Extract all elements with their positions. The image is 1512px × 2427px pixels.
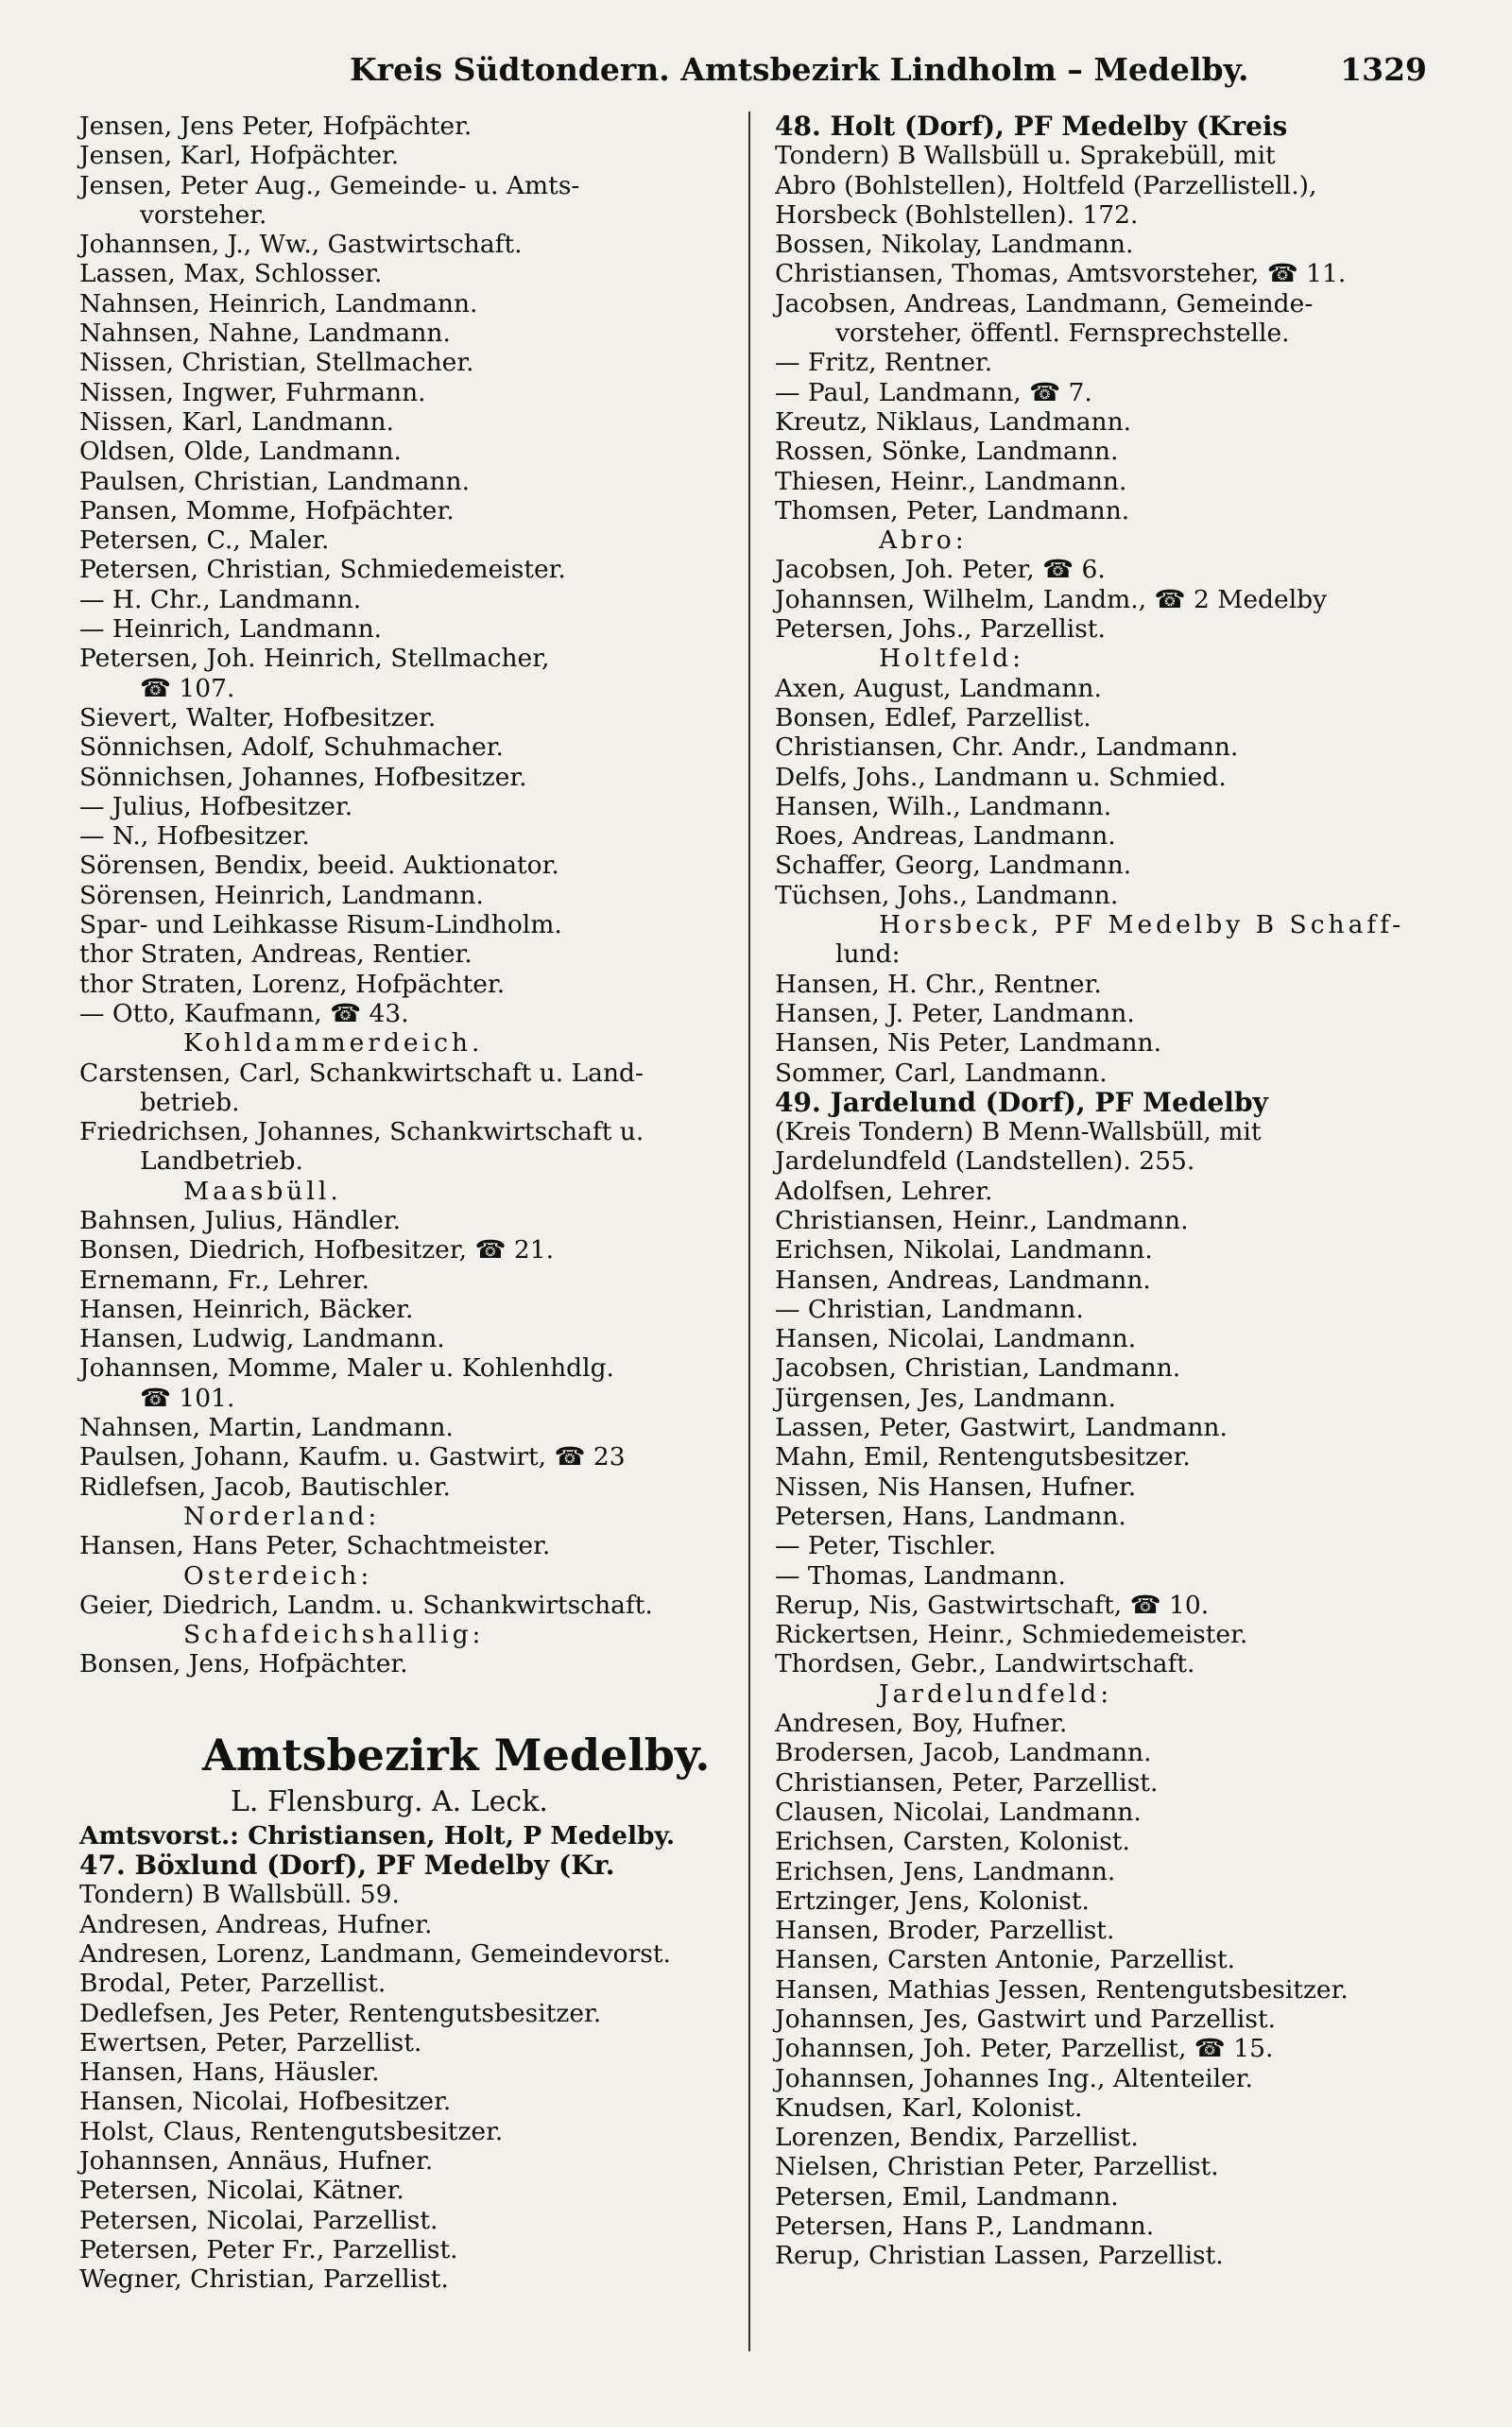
directory-entry: Sievert, Walter, Hofbesitzer. <box>79 702 437 732</box>
directory-entry: Hansen, H. Chr., Rentner. <box>775 969 1102 999</box>
directory-entry: Rerup, Nis, Gastwirtschaft, ☎ 10. <box>775 1590 1210 1620</box>
directory-entry: Horsbeck (Bohlstellen). 172. <box>775 199 1139 230</box>
directory-entry: Friedrichsen, Johannes, Schankwirtschaft u. <box>79 1117 644 1147</box>
amtsvorsteher-line: Amtsvorst.: Christiansen, Holt, P Medelby. <box>79 1820 676 1850</box>
place-heading: 48. Holt (Dorf), PF Medelby (Kreis <box>775 111 1288 142</box>
directory-entry: vorsteher, öffentl. Fernsprechstelle. <box>835 318 1290 349</box>
locality-heading: Schafdeichshallig: <box>183 1620 485 1650</box>
directory-entry: Jensen, Peter Aug., Gemeinde- u. Amts- <box>79 170 580 200</box>
directory-entry: Johannsen, Jes, Gastwirt und Parzellist. <box>775 2005 1277 2034</box>
directory-entry: Petersen, Nicolai, Parzellist. <box>79 2205 438 2235</box>
directory-entry: thor Straten, Lorenz, Hofpächter. <box>79 969 506 999</box>
place-heading: 49. Jardelund (Dorf), PF Medelby <box>775 1086 1268 1118</box>
directory-entry: Lorenzen, Bendix, Parzellist. <box>775 2123 1139 2153</box>
directory-entry: Spar- und Leihkasse Risum-Lindholm. <box>79 910 562 940</box>
directory-entry: Dedlefsen, Jes Peter, Rentengutsbesitzer. <box>79 1998 602 2028</box>
directory-entry: Paulsen, Christian, Landmann. <box>79 466 471 496</box>
directory-entry: vorsteher. <box>140 199 267 230</box>
directory-entry: Delfs, Johs., Landmann u. Schmied. <box>775 762 1227 792</box>
directory-entry: Jensen, Jens Peter, Hofpächter. <box>79 112 472 141</box>
directory-entry: Schaffer, Georg, Landmann. <box>775 851 1132 881</box>
directory-entry: Ertzinger, Jens, Kolonist. <box>775 1885 1090 1916</box>
directory-entry: Brodersen, Jacob, Landmann. <box>775 1738 1152 1768</box>
directory-entry: Landbetrieb. <box>140 1146 303 1177</box>
directory-entry: — Paul, Landmann, ☎ 7. <box>775 377 1092 407</box>
directory-entry: Kreutz, Niklaus, Landmann. <box>775 406 1132 437</box>
directory-entry: — Fritz, Rentner. <box>775 348 993 378</box>
directory-entry: thor Straten, Andreas, Rentier. <box>79 939 472 970</box>
directory-entry: Brodal, Peter, Parzellist. <box>79 1969 387 1999</box>
directory-entry: Nissen, Christian, Stellmacher. <box>79 348 474 378</box>
locality-heading: Abro: <box>879 525 968 556</box>
directory-entry: — H. Chr., Landmann. <box>79 584 362 614</box>
directory-entry: Nielsen, Christian Peter, Parzellist. <box>775 2152 1219 2182</box>
directory-entry: — Heinrich, Landmann. <box>79 614 383 645</box>
directory-entry: Lassen, Max, Schlosser. <box>79 259 383 289</box>
directory-entry: Abro (Bohlstellen), Holtfeld (Parzellistell.), <box>775 170 1317 200</box>
directory-entry: Hansen, Hans Peter, Schachtmeister. <box>79 1531 551 1561</box>
directory-entry: Nissen, Ingwer, Fuhrmann. <box>79 377 426 407</box>
directory-entry: Petersen, Peter Fr., Parzellist. <box>79 2234 458 2264</box>
locality-heading: Kohldammerdeich. <box>183 1028 484 1059</box>
locality-heading: Holtfeld: <box>879 644 1025 674</box>
column-divider <box>748 112 750 2351</box>
directory-entry: Mahn, Emil, Rentengutsbesitzer. <box>775 1442 1191 1472</box>
right-entries <box>775 112 1436 2271</box>
directory-entry: Rerup, Christian Lassen, Parzellist. <box>775 2241 1224 2271</box>
directory-entry: Erichsen, Jens, Landmann. <box>775 1856 1116 1886</box>
directory-entry: Hansen, Hans, Häusler. <box>79 2057 380 2088</box>
directory-entry: Carstensen, Carl, Schankwirtschaft u. Land- <box>79 1058 644 1088</box>
directory-entry: Petersen, Emil, Landmann. <box>775 2181 1119 2212</box>
directory-entry: Hansen, Ludwig, Landmann. <box>79 1324 445 1354</box>
directory-entry: Nissen, Nis Hansen, Hufner. <box>775 1472 1137 1502</box>
directory-entry: Holst, Claus, Rentengutsbesitzer. <box>79 2116 504 2146</box>
directory-entry: Jensen, Karl, Hofpächter. <box>79 141 400 171</box>
section-subtitle: L. Flensburg. A. Leck. <box>231 1784 548 1818</box>
directory-entry: Wegner, Christian, Parzellist. <box>79 2264 449 2295</box>
directory-entry: Paulsen, Johann, Kaufm. u. Gastwirt, ☎ 23 <box>79 1442 626 1472</box>
directory-entry: Petersen, Christian, Schmiedemeister. <box>79 555 566 585</box>
directory-entry: ☎ 107. <box>140 673 235 703</box>
directory-entry: — Otto, Kaufmann, ☎ 43. <box>79 998 409 1028</box>
directory-entry: Thordsen, Gebr., Landwirtschaft. <box>775 1649 1195 1679</box>
directory-entry: Axen, August, Landmann. <box>775 673 1102 703</box>
directory-entry: Jacobsen, Christian, Landmann. <box>775 1353 1181 1384</box>
directory-entry: Sörensen, Heinrich, Landmann. <box>79 880 484 910</box>
directory-entry: Andresen, Boy, Hufner. <box>775 1709 1068 1739</box>
directory-entry: Christiansen, Chr. Andr., Landmann. <box>775 732 1239 763</box>
directory-entry: Andresen, Andreas, Hufner. <box>79 1909 433 1939</box>
section-title: Amtsbezirk Medelby. <box>202 1729 711 1781</box>
directory-entry: Petersen, Johs., Parzellist. <box>775 614 1106 645</box>
left-entries <box>79 112 741 1679</box>
directory-entry: Jardelundfeld (Landstellen). 255. <box>775 1146 1195 1177</box>
locality-heading: Maasbüll. <box>183 1176 342 1206</box>
directory-entry: Ernemann, Fr., Lehrer. <box>79 1265 369 1295</box>
directory-entry: — Julius, Hofbesitzer. <box>79 791 353 821</box>
directory-entry: Jacobsen, Joh. Peter, ☎ 6. <box>775 555 1106 585</box>
directory-entry: Lassen, Peter, Gastwirt, Landmann. <box>775 1413 1228 1443</box>
directory-entry: Christiansen, Heinr., Landmann. <box>775 1205 1189 1235</box>
directory-entry: Hansen, Carsten Antonie, Parzellist. <box>775 1945 1236 1975</box>
directory-entry: Petersen, C., Maler. <box>79 525 330 556</box>
directory-entry: Hansen, Heinrich, Bäcker. <box>79 1294 414 1324</box>
directory-entry: Erichsen, Carsten, Kolonist. <box>775 1827 1130 1857</box>
directory-entry: Hansen, Nis Peter, Landmann. <box>775 1028 1162 1059</box>
directory-entry: Hansen, Nicolai, Landmann. <box>775 1324 1137 1354</box>
directory-entry: Roes, Andreas, Landmann. <box>775 821 1116 852</box>
directory-entry: Christiansen, Peter, Parzellist. <box>775 1767 1159 1798</box>
directory-entry: Ridlefsen, Jacob, Bautischler. <box>79 1472 451 1502</box>
directory-entry: Sönnichsen, Johannes, Hofbesitzer. <box>79 762 527 792</box>
directory-entry: Tondern) B Wallsbüll u. Sprakebüll, mit <box>775 141 1276 171</box>
directory-entry: Hansen, Mathias Jessen, Rentengutsbesitzer. <box>775 1974 1349 2005</box>
directory-entry: Adolfsen, Lehrer. <box>775 1176 993 1206</box>
directory-entry: Bonsen, Jens, Hofpächter. <box>79 1649 408 1679</box>
directory-entry: betrieb. <box>140 1087 240 1117</box>
running-title: Kreis Südtondern. Amtsbezirk Lindholm – Medelby. <box>350 51 1249 88</box>
directory-entry: — Christian, Landmann. <box>775 1294 1084 1324</box>
directory-entry: Ewertsen, Peter, Parzellist. <box>79 2027 422 2057</box>
directory-entry: Jürgensen, Jes, Landmann. <box>775 1383 1116 1413</box>
directory-entry: Geier, Diedrich, Landm. u. Schankwirtschaft. <box>79 1590 653 1620</box>
directory-entry: Petersen, Joh. Heinrich, Stellmacher, <box>79 644 550 674</box>
directory-entry: Christiansen, Thomas, Amtsvorsteher, ☎ 11. <box>775 259 1347 289</box>
directory-entry: Johannsen, Wilhelm, Landm., ☎ 2 Medelby <box>775 584 1328 614</box>
left-entries-2 <box>79 1850 741 2294</box>
directory-entry: Petersen, Hans, Landmann. <box>775 1501 1126 1531</box>
directory-entry: Clausen, Nicolai, Landmann. <box>775 1797 1142 1827</box>
directory-entry: Johannsen, Johannes Ing., Altenteiler. <box>775 2063 1253 2093</box>
locality-heading: Jardelundfeld: <box>879 1678 1113 1709</box>
directory-entry: Petersen, Nicolai, Kätner. <box>79 2176 404 2206</box>
directory-entry: Knudsen, Karl, Kolonist. <box>775 2092 1083 2123</box>
directory-entry: Johannsen, J., Ww., Gastwirtschaft. <box>79 230 523 260</box>
directory-entry: Oldsen, Olde, Landmann. <box>79 437 402 467</box>
directory-entry: Hansen, Nicolai, Hofbesitzer. <box>79 2087 452 2117</box>
directory-entry: Bossen, Nikolay, Landmann. <box>775 230 1134 260</box>
directory-entry: Bonsen, Edlef, Parzellist. <box>775 702 1091 732</box>
directory-entry: Hansen, Broder, Parzellist. <box>775 1916 1115 1946</box>
directory-entry: Bahnsen, Julius, Händler. <box>79 1205 402 1235</box>
directory-entry: Thomsen, Peter, Landmann. <box>775 495 1130 525</box>
directory-entry: Nissen, Karl, Landmann. <box>79 406 394 437</box>
locality-heading: Horsbeck, PF Medelby B Schaff- <box>879 910 1405 940</box>
directory-entry: Hansen, J. Peter, Landmann. <box>775 998 1135 1028</box>
directory-entry: Nahnsen, Nahne, Landmann. <box>79 318 451 349</box>
left-column <box>79 112 741 2294</box>
page-number: 1329 <box>1340 51 1427 88</box>
directory-entry: — Peter, Tischler. <box>775 1531 997 1561</box>
locality-heading: Norderland: <box>183 1501 381 1531</box>
directory-entry: Sommer, Carl, Landmann. <box>775 1058 1108 1088</box>
directory-entry: — Thomas, Landmann. <box>775 1560 1066 1591</box>
directory-entry: Jacobsen, Andreas, Landmann, Gemeinde- <box>775 288 1314 318</box>
directory-entry: Tondern) B Wallsbüll. 59. <box>79 1880 400 1910</box>
directory-entry: Hansen, Andreas, Landmann. <box>775 1265 1151 1295</box>
directory-entry: Johannsen, Joh. Peter, Parzellist, ☎ 15. <box>775 2034 1274 2064</box>
directory-entry: lund: <box>835 939 901 970</box>
directory-entry: Sörensen, Bendix, beeid. Auktionator. <box>79 851 559 881</box>
directory-entry: Johannsen, Momme, Maler u. Kohlenhdlg. <box>79 1353 614 1384</box>
directory-entry: Johannsen, Annäus, Hufner. <box>79 2146 434 2176</box>
directory-entry: Bonsen, Diedrich, Hofbesitzer, ☎ 21. <box>79 1235 555 1265</box>
directory-entry: Thiesen, Heinr., Landmann. <box>775 466 1127 496</box>
directory-entry: Pansen, Momme, Hofpächter. <box>79 495 455 525</box>
directory-entry: Petersen, Hans P., Landmann. <box>775 2212 1155 2242</box>
locality-heading: Osterdeich: <box>183 1560 373 1591</box>
directory-entry: Nahnsen, Heinrich, Landmann. <box>79 288 478 318</box>
directory-entry: (Kreis Tondern) B Menn-Wallsbüll, mit <box>775 1117 1262 1147</box>
place-heading: 47. Böxlund (Dorf), PF Medelby (Kr. <box>79 1850 615 1882</box>
page-header <box>66 43 1427 100</box>
directory-entry: Sönnichsen, Adolf, Schuhmacher. <box>79 732 504 763</box>
directory-entry: Erichsen, Nikolai, Landmann. <box>775 1235 1153 1265</box>
directory-entry: ☎ 101. <box>140 1383 235 1413</box>
right-column <box>775 112 1436 2271</box>
directory-entry: Tüchsen, Johs., Landmann. <box>775 880 1119 910</box>
directory-entry: Rossen, Sönke, Landmann. <box>775 437 1119 467</box>
directory-entry: Andresen, Lorenz, Landmann, Gemeindevorst. <box>79 1938 671 1969</box>
directory-entry: — N., Hofbesitzer. <box>79 821 310 852</box>
directory-entry: Nahnsen, Martin, Landmann. <box>79 1413 454 1443</box>
directory-entry: Rickertsen, Heinr., Schmiedemeister. <box>775 1620 1248 1650</box>
directory-entry: Hansen, Wilh., Landmann. <box>775 791 1112 821</box>
